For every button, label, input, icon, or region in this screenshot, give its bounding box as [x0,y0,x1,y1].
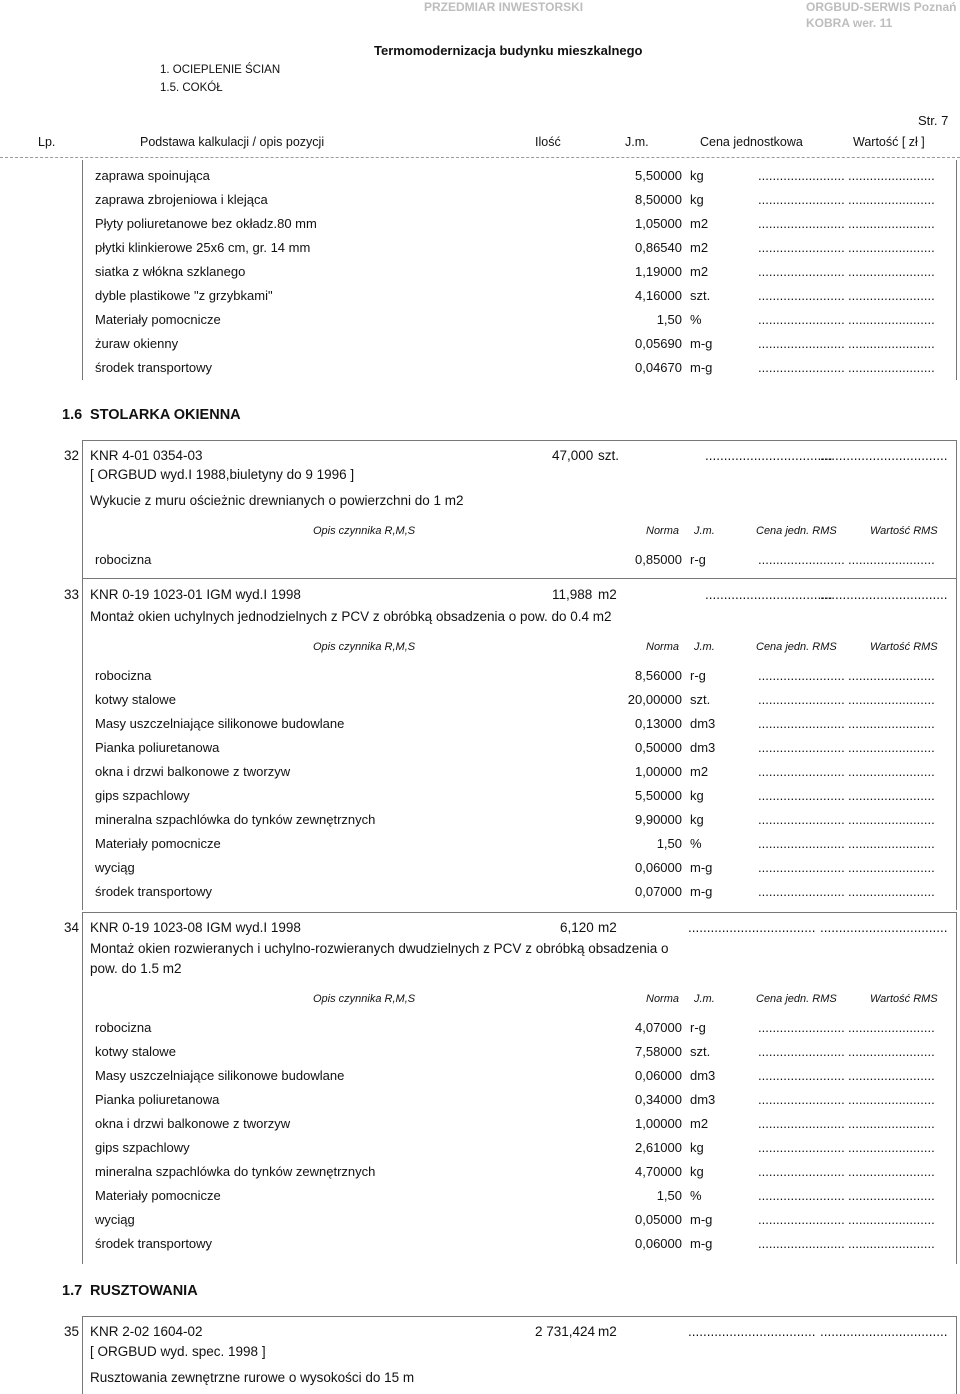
rms-col-norma: Norma [646,993,680,1005]
rms-row [0,764,960,786]
rms-norm: 0,06000 [635,1236,682,1251]
rms-unit: m-g [690,1236,713,1251]
rms-unit: dm3 [690,716,716,731]
pos34-qty: 6,120 [560,920,594,935]
rms-row [0,668,960,690]
rms-row [0,1116,960,1138]
rms-unit: dm3 [690,1068,716,1083]
pos35-description: Rusztowania zewnętrzne rurowe o wysokości do 15 m [90,1370,415,1385]
doc-type: PRZEDMIAR INWESTORSKI [424,0,584,14]
rms-price-dots: ........................ [758,1164,845,1179]
rms-name: Masy uszczelniające silikonowe budowlane [95,1068,345,1083]
pos32-price: .................................. [705,448,833,463]
pos35-qty: 2 731,424 [535,1324,596,1339]
rms-name: gips szpachlowy [95,788,190,803]
rms-unit: kg [690,812,704,827]
section-16-number: 1.6 [62,407,83,423]
rms-value-dots: ........................ [848,812,935,827]
rms-value-dots: ........................ [848,884,935,899]
rms-name: zaprawa zbrojeniowa i klejąca [95,192,268,207]
rms-unit: r-g [690,668,706,683]
rms-norm: 0,85000 [635,552,682,567]
pos32-qty: 47,000 [552,448,594,463]
col-lp: Lp. [38,135,56,149]
rms-unit: m2 [690,1116,709,1131]
col-basis: Podstawa kalkulacji / opis pozycji [140,135,325,149]
rms-row [0,716,960,738]
pos34-price: .................................. [688,920,816,935]
section-17-number: 1.7 [62,1283,83,1299]
pos35-lp: 35 [64,1324,80,1339]
rms-unit: kg [690,788,704,803]
section-path-1: 1. OCIEPLENIE ŚCIAN [160,64,281,76]
rms-price-dots: ........................ [758,1236,845,1251]
rms-price-dots: ........................ [758,668,845,683]
pos35-basis: KNR 2-02 1604-02 [90,1324,203,1339]
rms-price-dots: ........................ [758,692,845,707]
rms-col-jm: J.m. [694,641,715,653]
pos32-top-border [82,440,956,441]
rms-col-norma: Norma [646,641,680,653]
rms-value-dots: ........................ [848,836,935,851]
pos33-top-border [82,578,956,579]
rms-unit: % [690,312,702,327]
pos34-value: .................................. [820,920,948,935]
pos32-value: .................................. [820,448,948,463]
header-divider [0,157,960,158]
rms-value-dots: ........................ [848,1068,935,1083]
rms-value-dots: ........................ [848,192,935,207]
rms-price-dots: ........................ [758,1020,845,1035]
page-number: Str. 7 [918,113,949,128]
rms-value-dots: ........................ [848,764,935,779]
pos33-lp: 33 [64,587,80,602]
rms-row [0,216,960,238]
rms-norm: 0,04670 [635,360,682,375]
rms-norm: 1,50 [656,312,682,327]
rms-price-dots: ........................ [758,552,845,567]
pos35-right-border [956,1316,957,1394]
rms-name: gips szpachlowy [95,1140,190,1155]
rms-price-dots: ........................ [758,216,845,231]
rms-norm: 0,13000 [635,716,682,731]
rms-price-dots: ........................ [758,336,845,351]
rms-row [0,788,960,810]
rms-value-dots: ........................ [848,360,935,375]
rms-row [0,288,960,310]
pos32-basis: KNR 4-01 0354-03 [90,448,203,463]
rms-unit: % [690,836,702,851]
company-name: ORGBUD-SERWIS Poznań [806,0,957,14]
pos32-lp: 32 [64,448,80,463]
rms-value-dots: ........................ [848,240,935,255]
rms-value-dots: ........................ [848,788,935,803]
rms-unit: kg [690,1164,704,1179]
rms-norm: 0,34000 [635,1092,682,1107]
rms-price-dots: ........................ [758,1044,845,1059]
rms-price-dots: ........................ [758,312,845,327]
pos34-top-border [82,912,956,913]
rms-price-dots: ........................ [758,1212,845,1227]
rms-row [0,1140,960,1162]
rms-row [0,1068,960,1090]
rms-name: Materiały pomocnicze [95,312,221,327]
rms-col-opis: Opis czynnika R,M,S [313,993,416,1005]
rms-value-dots: ........................ [848,168,935,183]
rms-name: środek transportowy [95,360,213,375]
rms-price-dots: ........................ [758,788,845,803]
rms-name: żuraw okienny [95,336,179,351]
rms-row [0,812,960,834]
rms-norm: 4,07000 [635,1020,682,1035]
pos35-price: .................................. [688,1324,816,1339]
rms-name: dyble plastikowe "z grzybkami" [95,288,273,303]
rms-value-dots: ........................ [848,264,935,279]
rms-norm: 1,50 [656,1188,682,1203]
rms-value-dots: ........................ [848,692,935,707]
pos33-value: .................................. [820,587,948,602]
rms-norm: 0,86540 [635,240,682,255]
rms-name: Płyty poliuretanowe bez okładz.80 mm [95,216,317,231]
rms-price-dots: ........................ [758,836,845,851]
rms-col-jm: J.m. [694,525,715,537]
rms-name: wyciąg [95,860,135,875]
rms-row [0,240,960,262]
pos35-basis2: [ ORGBUD wyd. spec. 1998 ] [90,1344,266,1359]
rms-name: wyciąg [95,1212,135,1227]
rms-col-cena: Cena jedn. RMS [756,641,837,653]
rms-row [0,1188,960,1210]
rms-name: środek transportowy [95,1236,213,1251]
rms-unit: dm3 [690,1092,716,1107]
rms-price-dots: ........................ [758,1188,845,1203]
rms-col-opis: Opis czynnika R,M,S [313,641,416,653]
pos34-description-2: pow. do 1.5 m2 [90,961,182,976]
rms-value-dots: ........................ [848,216,935,231]
rms-name: mineralna szpachlówka do tynków zewnętrznych [95,1164,376,1179]
rms-name: robocizna [95,668,152,683]
rms-row [0,312,960,334]
rms-name: środek transportowy [95,884,213,899]
rms-row [0,884,960,906]
rms-norm: 0,05000 [635,1212,682,1227]
rms-unit: m-g [690,860,713,875]
rms-name: kotwy stalowe [95,692,176,707]
rms-unit: r-g [690,1020,706,1035]
rms-value-dots: ........................ [848,1188,935,1203]
rms-unit: r-g [690,552,706,567]
rms-value-dots: ........................ [848,336,935,351]
rms-norm: 20,00000 [627,692,682,707]
rms-value-dots: ........................ [848,1020,935,1035]
rms-unit: m2 [690,216,709,231]
rms-row [0,860,960,882]
rms-norm: 7,58000 [635,1044,682,1059]
rms-norm: 0,50000 [635,740,682,755]
rms-norm: 2,61000 [635,1140,682,1155]
rms-norm: 4,16000 [635,288,682,303]
rms-price-dots: ........................ [758,1068,845,1083]
rms-name: Masy uszczelniające silikonowe budowlane [95,716,345,731]
rms-row [0,692,960,714]
rms-name: mineralna szpachlówka do tynków zewnętrznych [95,812,376,827]
rms-unit: dm3 [690,740,716,755]
rms-norm: 1,19000 [635,264,682,279]
rms-norm: 0,05690 [635,336,682,351]
rms-unit: m-g [690,884,713,899]
rms-row [0,264,960,286]
col-price: Cena jednostkowa [700,135,803,149]
rms-col-cena: Cena jedn. RMS [756,525,837,537]
rms-row [0,192,960,214]
col-qty: Ilość [535,135,561,149]
rms-price-dots: ........................ [758,812,845,827]
pos35-unit: m2 [598,1324,617,1339]
rms-row [0,1092,960,1114]
rms-col-cena: Cena jedn. RMS [756,993,837,1005]
rms-row [0,552,960,574]
rms-value-dots: ........................ [848,1092,935,1107]
rms-value-dots: ........................ [848,552,935,567]
pos33-qty: 11,988 [552,587,593,602]
pos32-unit: szt. [598,448,620,463]
rms-norm: 8,56000 [635,668,682,683]
rms-name: robocizna [95,552,152,567]
pos34-basis: KNR 0-19 1023-08 IGM wyd.I 1998 [90,920,301,935]
rms-col-wartosc: Wartość RMS [870,525,938,537]
pos34-lp: 34 [64,920,80,935]
rms-col-wartosc: Wartość RMS [870,993,938,1005]
rms-row [0,168,960,190]
rms-row [0,1020,960,1042]
rms-price-dots: ........................ [758,360,845,375]
rms-name: okna i drzwi balkonowe z tworzyw [95,764,291,779]
rms-unit: szt. [690,288,711,303]
rms-value-dots: ........................ [848,1116,935,1131]
rms-unit: % [690,1188,702,1203]
rms-norm: 8,50000 [635,192,682,207]
rms-norm: 1,05000 [635,216,682,231]
rms-col-wartosc: Wartość RMS [870,641,938,653]
rms-row [0,1212,960,1234]
rms-name: Pianka poliuretanowa [95,740,220,755]
rms-unit: szt. [690,1044,711,1059]
rms-value-dots: ........................ [848,740,935,755]
rms-unit: m2 [690,764,709,779]
rms-norm: 5,50000 [635,168,682,183]
rms-price-dots: ........................ [758,192,845,207]
rms-price-dots: ........................ [758,740,845,755]
rms-name: Pianka poliuretanowa [95,1092,220,1107]
rms-price-dots: ........................ [758,764,845,779]
rms-value-dots: ........................ [848,1164,935,1179]
rms-value-dots: ........................ [848,668,935,683]
rms-value-dots: ........................ [848,312,935,327]
rms-unit: kg [690,168,704,183]
col-value: Wartość [ zł ] [853,135,925,149]
rms-value-dots: ........................ [848,1236,935,1251]
rms-price-dots: ........................ [758,884,845,899]
pos33-description: Montaż okien uchylnych jednodzielnych z PCV z obróbką obsadzenia o pow. do 0.4 m2 [90,609,612,624]
rms-row [0,836,960,858]
col-unit: J.m. [625,135,649,149]
rms-name: płytki klinkierowe 25x6 cm, gr. 14 mm [95,240,311,255]
pos34-description-1: Montaż okien rozwieranych i uchylno-rozwieranych dwudzielnych z PCV z obróbką obsadzenia o [90,941,669,956]
rms-unit: kg [690,192,704,207]
pos35-top-border [82,1316,956,1317]
rms-name: siatka z włókna szklanego [95,264,246,279]
rms-name: zaprawa spoinująca [95,168,210,183]
rms-unit: m2 [690,264,709,279]
rms-name: kotwy stalowe [95,1044,176,1059]
pos33-basis: KNR 0-19 1023-01 IGM wyd.I 1998 [90,587,301,602]
rms-row [0,360,960,382]
rms-price-dots: ........................ [758,1140,845,1155]
rms-unit: m-g [690,360,713,375]
rms-value-dots: ........................ [848,1140,935,1155]
rms-row [0,740,960,762]
rms-price-dots: ........................ [758,716,845,731]
rms-name: okna i drzwi balkonowe z tworzyw [95,1116,291,1131]
rms-row [0,336,960,358]
pos33-price: .................................. [705,587,833,602]
rms-name: robocizna [95,1020,152,1035]
rms-value-dots: ........................ [848,860,935,875]
rms-unit: m-g [690,336,713,351]
version: KOBRA wer. 11 [806,16,893,30]
pos32-description: Wykucie z muru ościeżnic drewnianych o powierzchni do 1 m2 [90,493,464,508]
rms-price-dots: ........................ [758,288,845,303]
rms-norm: 1,00000 [635,1116,682,1131]
section-16-title: STOLARKA OKIENNA [90,407,241,423]
pos33-unit: m2 [598,587,617,602]
rms-col-jm: J.m. [694,993,715,1005]
rms-norm: 1,00000 [635,764,682,779]
rms-unit: m2 [690,240,709,255]
rms-value-dots: ........................ [848,288,935,303]
pos32-basis2: [ ORGBUD wyd.I 1988,biuletyny do 9 1996 ] [90,467,355,482]
rms-price-dots: ........................ [758,168,845,183]
rms-norm: 4,70000 [635,1164,682,1179]
rms-value-dots: ........................ [848,1044,935,1059]
rms-price-dots: ........................ [758,860,845,875]
rms-unit: m-g [690,1212,713,1227]
rms-col-opis: Opis czynnika R,M,S [313,525,416,537]
rms-norm: 1,50 [656,836,682,851]
rms-price-dots: ........................ [758,264,845,279]
pos35-left-border [82,1316,83,1394]
rms-norm: 0,06000 [635,860,682,875]
rms-price-dots: ........................ [758,1092,845,1107]
pos34-unit: m2 [598,920,617,935]
rms-row [0,1044,960,1066]
rms-norm: 9,90000 [635,812,682,827]
rms-row [0,1164,960,1186]
rms-value-dots: ........................ [848,716,935,731]
section-17-title: RUSZTOWANIA [90,1283,198,1299]
rms-col-norma: Norma [646,525,680,537]
rms-unit: kg [690,1140,704,1155]
rms-unit: szt. [690,692,711,707]
rms-value-dots: ........................ [848,1212,935,1227]
rms-name: Materiały pomocnicze [95,836,221,851]
rms-name: Materiały pomocnicze [95,1188,221,1203]
rms-price-dots: ........................ [758,240,845,255]
section-path-2: 1.5. COKÓŁ [160,82,223,94]
pos35-value: .................................. [820,1324,948,1339]
rms-row [0,1236,960,1258]
rms-norm: 0,07000 [635,884,682,899]
rms-norm: 0,06000 [635,1068,682,1083]
rms-norm: 5,50000 [635,788,682,803]
rms-price-dots: ........................ [758,1116,845,1131]
project-title: Termomodernizacja budynku mieszkalnego [374,43,643,58]
